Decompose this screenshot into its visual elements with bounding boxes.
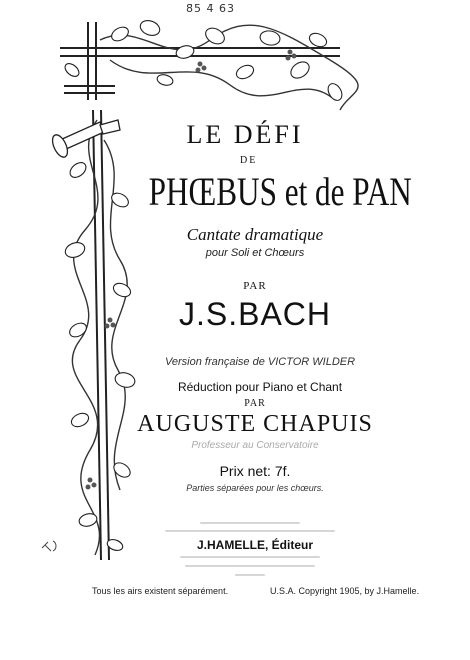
catalog-number: 8̄5 4̄ 6̄3: [186, 2, 235, 15]
faint-address-line: [200, 522, 300, 524]
voices: pour Soli et Chœurs: [205, 247, 305, 259]
faint-address-line: [165, 530, 335, 532]
title-line-2: DE: [240, 155, 258, 166]
price: Prix net: 7f.: [219, 463, 291, 479]
arranger-name: AUGUSTE CHAPUIS: [137, 411, 373, 437]
french-version-credit: Version française de VICTOR WILDER: [164, 356, 356, 368]
faint-address-line: [185, 565, 315, 567]
subtitle: Cantate dramatique: [186, 225, 324, 244]
faint-address-line: [235, 574, 265, 576]
parts-note: Parties séparées pour les chœurs.: [186, 483, 324, 493]
composer-name: J.S.BACH: [178, 296, 332, 332]
faint-address-line: [180, 556, 320, 558]
arranger-title: Professeur au Conservatoire: [191, 440, 319, 451]
title-line-3: PHŒBUS et de PAN: [148, 169, 412, 214]
reduction-note: Réduction pour Piano et Chant: [177, 380, 343, 394]
par-label-2: PAR: [244, 398, 266, 409]
footer-copyright: U.S.A. Copyright 1905, by J.Hamelle.: [270, 586, 420, 596]
par-label-1: PAR: [243, 280, 267, 292]
footer-airs-note: Tous les airs existent séparément.: [92, 586, 229, 596]
title-line-1: LE DÉFI: [186, 120, 304, 149]
publisher: J.HAMELLE, Éditeur: [196, 538, 313, 552]
